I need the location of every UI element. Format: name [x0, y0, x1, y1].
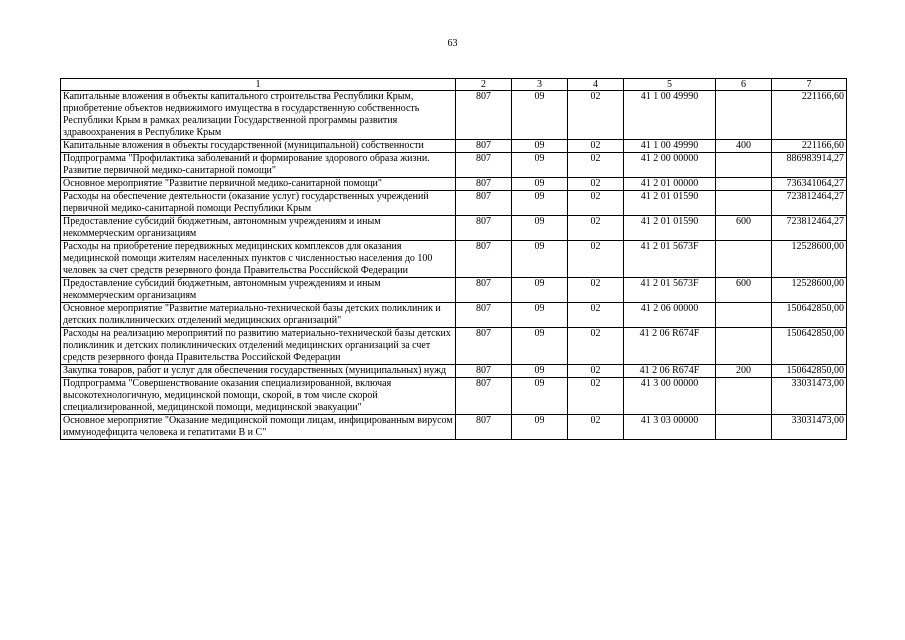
expense-name-cell: Подпрограмма "Совершенствование оказания специализированной, включая высокотехнологичную, медицинской помощи, скорой, в том числе скорой специализированной, медицинской помощи, медицинской эвакуации"	[61, 378, 456, 415]
amount-cell: 33031473,00	[772, 378, 847, 415]
subsection-code-cell: 02	[568, 140, 624, 153]
section-code-cell: 09	[512, 241, 568, 278]
target-article-cell: 41 3 03 00000	[624, 415, 716, 440]
section-code-cell: 09	[512, 378, 568, 415]
expense-type-cell	[716, 178, 772, 191]
section-code-cell: 09	[512, 415, 568, 440]
table-header	[61, 79, 847, 91]
amount-cell: 886983914,27	[772, 153, 847, 178]
header-col-3: 3	[512, 79, 568, 91]
table-row	[61, 278, 847, 303]
subsection-code-cell: 02	[568, 328, 624, 365]
expense-type-cell: 600	[716, 278, 772, 303]
ministry-code-cell: 807	[456, 91, 512, 140]
ministry-code-cell: 807	[456, 140, 512, 153]
target-article-cell: 41 2 06 00000	[624, 303, 716, 328]
subsection-code-cell: 02	[568, 415, 624, 440]
target-article-cell: 41 1 00 49990	[624, 140, 716, 153]
section-code-cell: 09	[512, 303, 568, 328]
amount-cell: 736341064,27	[772, 178, 847, 191]
expense-name-cell: Основное мероприятие "Оказание медицинской помощи лицам, инфицированным вирусом иммунодефицита человека и гепатитами В и С"	[61, 415, 456, 440]
expense-type-cell: 200	[716, 365, 772, 378]
expense-name-cell: Подпрограмма "Профилактика заболеваний и формирование здорового образа жизни. Развитие первичной медико-санитарной помощи"	[61, 153, 456, 178]
header-col-5: 5	[624, 79, 716, 91]
expense-name-cell: Основное мероприятие "Развитие материально-технической базы детских поликлиник и детских поликлинических отделений медицинских организаций"	[61, 303, 456, 328]
target-article-cell: 41 3 00 00000	[624, 378, 716, 415]
expense-name-cell: Капитальные вложения в объекты капитального строительства Республики Крым, приобретение объектов недвижимого имущества в государственную собственность Республики Крым в рамках реализации Государственной программы развития здравоохранения в Республике Крым	[61, 91, 456, 140]
table-row	[61, 91, 847, 140]
expense-type-cell: 400	[716, 140, 772, 153]
expense-type-cell	[716, 91, 772, 140]
section-code-cell: 09	[512, 191, 568, 216]
expense-name-cell: Капитальные вложения в объекты государственной (муниципальной) собственности	[61, 140, 456, 153]
expense-name-cell: Предоставление субсидий бюджетным, автономным учреждениям и иным некоммерческим организациям	[61, 278, 456, 303]
table-row	[61, 303, 847, 328]
ministry-code-cell: 807	[456, 378, 512, 415]
expense-type-cell	[716, 191, 772, 216]
section-code-cell: 09	[512, 216, 568, 241]
header-col-4: 4	[568, 79, 624, 91]
table-row	[61, 191, 847, 216]
expense-type-cell: 600	[716, 216, 772, 241]
page-number: 63	[447, 38, 458, 49]
expense-name-cell: Предоставление субсидий бюджетным, автономным учреждениям и иным некоммерческим организациям	[61, 216, 456, 241]
target-article-cell: 41 2 01 5673F	[624, 241, 716, 278]
expense-name-cell: Расходы на приобретение передвижных медицинских комплексов для оказания медицинской помощи жителям населенных пунктов с численностью населения до 100 человек за счет средств резервного фонда Правительства Российской Федерации	[61, 241, 456, 278]
subsection-code-cell: 02	[568, 278, 624, 303]
ministry-code-cell: 807	[456, 415, 512, 440]
subsection-code-cell: 02	[568, 191, 624, 216]
section-code-cell: 09	[512, 91, 568, 140]
target-article-cell: 41 2 01 00000	[624, 178, 716, 191]
expense-name-cell: Расходы на обеспечение деятельности (оказание услуг) государственных учреждений первичной медико-санитарной помощи Республики Крым	[61, 191, 456, 216]
target-article-cell: 41 2 01 01590	[624, 191, 716, 216]
section-code-cell: 09	[512, 278, 568, 303]
amount-cell: 12528600,00	[772, 241, 847, 278]
expense-type-cell	[716, 328, 772, 365]
expense-type-cell	[716, 241, 772, 278]
table-row	[61, 241, 847, 278]
amount-cell: 150642850,00	[772, 303, 847, 328]
ministry-code-cell: 807	[456, 303, 512, 328]
target-article-cell: 41 1 00 49990	[624, 91, 716, 140]
subsection-code-cell: 02	[568, 216, 624, 241]
table-row	[61, 140, 847, 153]
subsection-code-cell: 02	[568, 178, 624, 191]
amount-cell: 33031473,00	[772, 415, 847, 440]
section-code-cell: 09	[512, 153, 568, 178]
subsection-code-cell: 02	[568, 241, 624, 278]
ministry-code-cell: 807	[456, 153, 512, 178]
table-row	[61, 328, 847, 365]
header-col-2: 2	[456, 79, 512, 91]
amount-cell: 221166,60	[772, 91, 847, 140]
section-code-cell: 09	[512, 178, 568, 191]
ministry-code-cell: 807	[456, 278, 512, 303]
table-body	[61, 91, 847, 440]
ministry-code-cell: 807	[456, 328, 512, 365]
table-row	[61, 415, 847, 440]
amount-cell: 150642850,00	[772, 328, 847, 365]
expense-type-cell	[716, 415, 772, 440]
target-article-cell: 41 2 06 R674F	[624, 328, 716, 365]
budget-table	[60, 78, 847, 440]
expense-type-cell	[716, 303, 772, 328]
table-row	[61, 178, 847, 191]
expense-name-cell: Закупка товаров, работ и услуг для обеспечения государственных (муниципальных) нужд	[61, 365, 456, 378]
subsection-code-cell: 02	[568, 378, 624, 415]
ministry-code-cell: 807	[456, 241, 512, 278]
section-code-cell: 09	[512, 328, 568, 365]
amount-cell: 723812464,27	[772, 216, 847, 241]
subsection-code-cell: 02	[568, 303, 624, 328]
target-article-cell: 41 2 06 R674F	[624, 365, 716, 378]
expense-type-cell	[716, 378, 772, 415]
target-article-cell: 41 2 00 00000	[624, 153, 716, 178]
table-row	[61, 365, 847, 378]
amount-cell: 12528600,00	[772, 278, 847, 303]
header-col-7: 7	[772, 79, 847, 91]
section-code-cell: 09	[512, 365, 568, 378]
amount-cell: 221166,60	[772, 140, 847, 153]
header-col-6: 6	[716, 79, 772, 91]
table-row	[61, 153, 847, 178]
header-row	[61, 79, 847, 91]
amount-cell: 723812464,27	[772, 191, 847, 216]
expense-name-cell: Основное мероприятие "Развитие первичной медико-санитарной помощи"	[61, 178, 456, 191]
ministry-code-cell: 807	[456, 365, 512, 378]
target-article-cell: 41 2 01 5673F	[624, 278, 716, 303]
expense-type-cell	[716, 153, 772, 178]
header-col-1: 1	[61, 79, 456, 91]
amount-cell: 150642850,00	[772, 365, 847, 378]
target-article-cell: 41 2 01 01590	[624, 216, 716, 241]
subsection-code-cell: 02	[568, 153, 624, 178]
expense-name-cell: Расходы на реализацию мероприятий по развитию материально-технической базы детских поликлиник и детских поликлинических отделений медицинских организаций за счет средств резервного фонда Правительства Российской Федерации	[61, 328, 456, 365]
table-row	[61, 378, 847, 415]
section-code-cell: 09	[512, 140, 568, 153]
ministry-code-cell: 807	[456, 178, 512, 191]
ministry-code-cell: 807	[456, 191, 512, 216]
subsection-code-cell: 02	[568, 365, 624, 378]
table-row	[61, 216, 847, 241]
subsection-code-cell: 02	[568, 91, 624, 140]
ministry-code-cell: 807	[456, 216, 512, 241]
